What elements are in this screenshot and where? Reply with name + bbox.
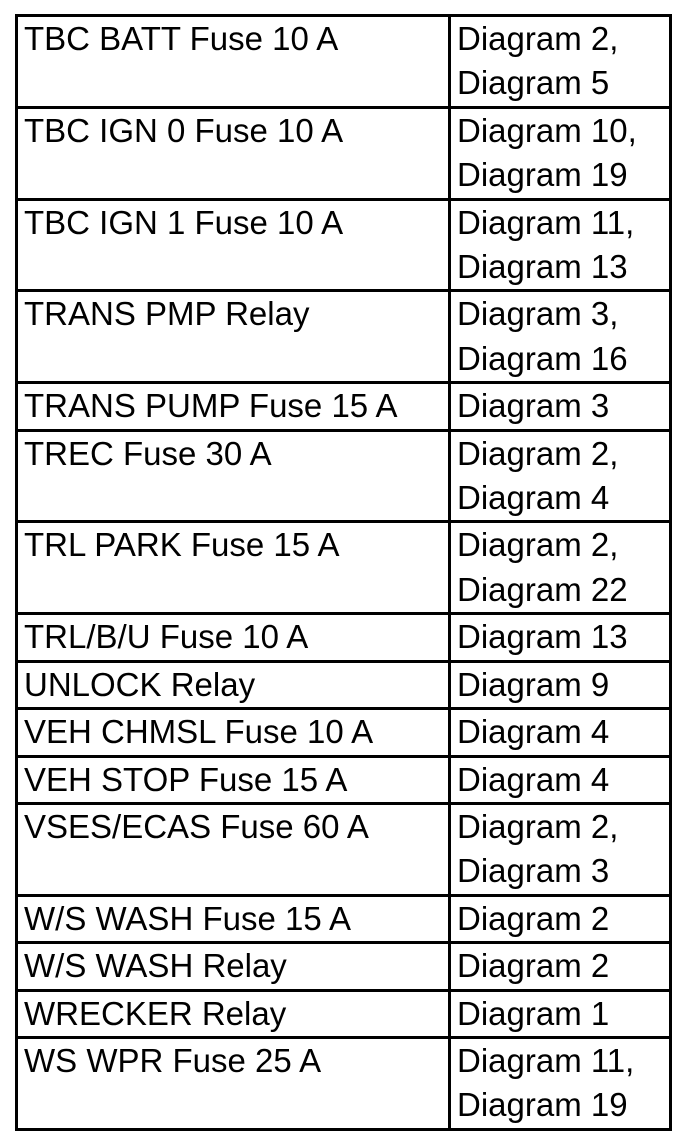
diagram-reference-cell	[450, 199, 671, 291]
component-name-cell: VSES/ECAS Fuse 60 A	[17, 803, 450, 895]
table-row	[17, 107, 671, 199]
diagram-reference-cell	[450, 709, 671, 756]
diagram-reference: Diagram 2,	[457, 20, 619, 57]
table-row	[17, 430, 671, 522]
diagram-reference-cell	[450, 895, 671, 942]
table-row	[17, 16, 671, 108]
diagram-reference: Diagram 2	[457, 947, 610, 985]
diagram-reference: Diagram 19	[457, 1086, 628, 1124]
diagram-reference-cell	[450, 943, 671, 990]
table-row	[17, 661, 671, 708]
diagram-reference: Diagram 1	[457, 994, 610, 1032]
component-name-cell: UNLOCK Relay	[17, 661, 450, 708]
component-name-cell: TBC IGN 0 Fuse 10 A	[17, 107, 450, 199]
diagram-reference: Diagram 11,	[457, 1041, 635, 1079]
table-row	[17, 199, 671, 291]
diagram-reference: Diagram 13	[457, 248, 628, 286]
fuse-diagram-index-table	[15, 14, 672, 1131]
diagram-reference-cell	[450, 661, 671, 708]
diagram-reference: Diagram 9	[457, 665, 610, 703]
diagram-reference-cell	[450, 522, 671, 614]
table-row	[17, 383, 671, 430]
diagram-reference: Diagram 19	[457, 156, 628, 194]
component-name-cell: TRL PARK Fuse 15 A	[17, 522, 450, 614]
diagram-reference: Diagram 4	[457, 479, 610, 517]
table-row	[17, 1037, 671, 1129]
component-name-cell: W/S WASH Relay	[17, 943, 450, 990]
diagram-reference: Diagram 2	[457, 899, 610, 937]
table-row	[17, 756, 671, 803]
diagram-reference-cell	[450, 803, 671, 895]
diagram-reference-cell	[450, 107, 671, 199]
diagram-reference: Diagram 5	[457, 64, 610, 102]
table-row	[17, 291, 671, 383]
diagram-reference-cell	[450, 291, 671, 383]
diagram-reference: Diagram 3	[457, 852, 610, 890]
diagram-reference: Diagram 4	[457, 713, 610, 751]
component-name-cell: W/S WASH Fuse 15 A	[17, 895, 450, 942]
diagram-reference: Diagram 22	[457, 570, 628, 608]
diagram-reference-cell	[450, 1037, 671, 1129]
component-name-cell: TRANS PMP Relay	[17, 291, 450, 383]
diagram-reference: Diagram 16	[457, 339, 628, 377]
diagram-reference: Diagram 10,	[457, 111, 637, 149]
component-name-cell: WRECKER Relay	[17, 990, 450, 1037]
table-row	[17, 803, 671, 895]
component-name-cell: TBC IGN 1 Fuse 10 A	[17, 199, 450, 291]
component-name-cell: TBC BATT Fuse 10 A	[17, 16, 450, 108]
component-name-cell: VEH STOP Fuse 15 A	[17, 756, 450, 803]
component-name-cell: TRANS PUMP Fuse 15 A	[17, 383, 450, 430]
diagram-reference-cell	[450, 430, 671, 522]
diagram-reference-cell	[450, 614, 671, 661]
diagram-reference: Diagram 13	[457, 618, 628, 656]
diagram-reference-cell	[450, 16, 671, 108]
table-row	[17, 522, 671, 614]
diagram-reference: Diagram 11,	[457, 203, 635, 241]
component-name-cell: WS WPR Fuse 25 A	[17, 1037, 450, 1129]
diagram-reference: Diagram 3,	[457, 295, 619, 333]
diagram-reference-cell	[450, 383, 671, 430]
table-row	[17, 990, 671, 1037]
diagram-reference: Diagram 4	[457, 760, 610, 798]
component-name-cell: TREC Fuse 30 A	[17, 430, 450, 522]
diagram-reference: Diagram 2,	[457, 434, 619, 472]
table-row	[17, 895, 671, 942]
diagram-reference: Diagram 3	[457, 387, 610, 425]
table-row	[17, 709, 671, 756]
component-name-cell: VEH CHMSL Fuse 10 A	[17, 709, 450, 756]
diagram-reference-cell	[450, 756, 671, 803]
diagram-reference: Diagram 2,	[457, 807, 619, 845]
diagram-reference: Diagram 2,	[457, 526, 619, 564]
table-body	[17, 16, 671, 1130]
component-name-cell: TRL/B/U Fuse 10 A	[17, 614, 450, 661]
diagram-reference-cell	[450, 990, 671, 1037]
table-row	[17, 943, 671, 990]
table-row	[17, 614, 671, 661]
